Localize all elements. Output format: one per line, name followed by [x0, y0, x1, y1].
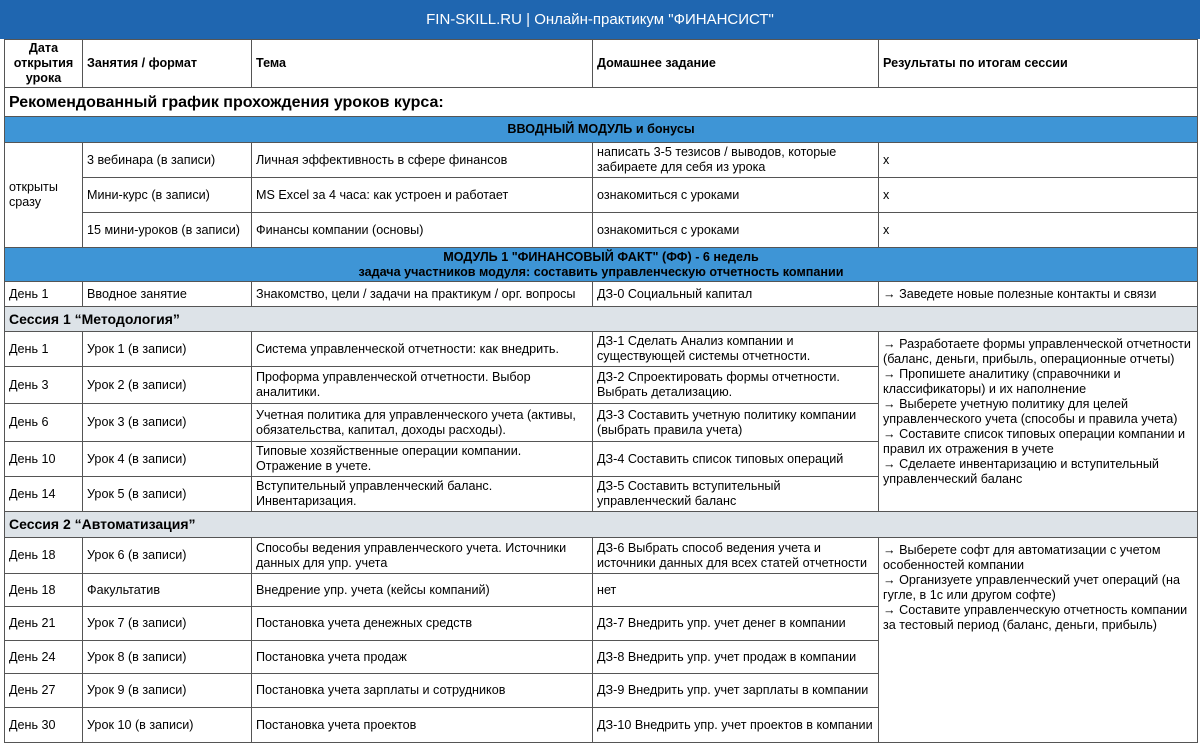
date-cell: День 10: [5, 442, 83, 477]
date-cell: День 1: [5, 332, 83, 367]
date-cell: День 3: [5, 367, 83, 404]
table-row: [5, 213, 1198, 248]
date-cell: День 14: [5, 477, 83, 512]
format-cell: Урок 8 (в записи): [83, 641, 252, 674]
date-cell: День 30: [5, 708, 83, 743]
topic-cell: Способы ведения управленческого учета. Источники данных для упр. учета: [252, 538, 593, 574]
intro-date: открыты сразу: [5, 143, 83, 248]
result-cell: x: [879, 213, 1198, 248]
homework-cell: ДЗ-8 Внедрить упр. учет продаж в компании: [593, 641, 879, 674]
session2-row: [5, 512, 1198, 538]
topic-cell: Финансы компании (основы): [252, 213, 593, 248]
result-cell: x: [879, 143, 1198, 178]
homework-cell: ДЗ-0 Социальный капитал: [593, 282, 879, 307]
session2-results: → Выберете софт для автоматизации с учетом особенностей компании → Организуете управленческий учет операций (на гугле, в 1с или другом софте) → Составите управленческую отчетность компании за тестовый период (баланс, деньги, прибыль): [879, 538, 1198, 743]
homework-cell: ДЗ-6 Выбрать способ ведения учета и источники данных для всех статей отчетности: [593, 538, 879, 574]
table-row: [5, 332, 1198, 367]
date-cell: День 1: [5, 282, 83, 307]
table-row: [5, 282, 1198, 307]
topic-cell: Вступительный управленческий баланс. Инвентаризация.: [252, 477, 593, 512]
date-cell: День 21: [5, 607, 83, 641]
header-date: Дата открытия урока: [5, 40, 83, 88]
result-cell: x: [879, 178, 1198, 213]
module1-row: [5, 248, 1198, 282]
homework-cell: ДЗ-2 Спроектировать формы отчетности. Выбрать детализацию.: [593, 367, 879, 404]
format-cell: Урок 9 (в записи): [83, 674, 252, 708]
page-title: FIN-SKILL.RU | Онлайн-практикум "ФИНАНСИСТ": [0, 0, 1200, 39]
topic-cell: Внедрение упр. учета (кейсы компаний): [252, 574, 593, 607]
header-format: Занятия / формат: [83, 40, 252, 88]
format-cell: 15 мини-уроков (в записи): [83, 213, 252, 248]
format-cell: Урок 3 (в записи): [83, 404, 252, 442]
intro-module-header: ВВОДНЫЙ МОДУЛЬ и бонусы: [5, 117, 1198, 143]
table-row: [5, 143, 1198, 178]
intro-module-row: [5, 117, 1198, 143]
header-results: Результаты по итогам сессии: [879, 40, 1198, 88]
homework-cell: ознакомиться с уроками: [593, 213, 879, 248]
homework-cell: ознакомиться с уроками: [593, 178, 879, 213]
topic-cell: Система управленческой отчетности: как внедрить.: [252, 332, 593, 367]
topic-cell: Постановка учета денежных средств: [252, 607, 593, 641]
homework-cell: ДЗ-5 Составить вступительный управленческий баланс: [593, 477, 879, 512]
topic-cell: Типовые хозяйственные операции компании. Отражение в учете.: [252, 442, 593, 477]
format-cell: Урок 2 (в записи): [83, 367, 252, 404]
table-row: [5, 178, 1198, 213]
session1-row: [5, 307, 1198, 332]
format-cell: Факультатив: [83, 574, 252, 607]
date-cell: День 27: [5, 674, 83, 708]
header-row: [5, 40, 1198, 88]
homework-cell: ДЗ-7 Внедрить упр. учет денег в компании: [593, 607, 879, 641]
homework-cell: ДЗ-1 Сделать Анализ компании и существующей системы отчетности.: [593, 332, 879, 367]
format-cell: Мини-курс (в записи): [83, 178, 252, 213]
session1-title: Сессия 1 “Методология”: [5, 307, 1198, 332]
module1-subtitle: задача участников модуля: составить управленческую отчетность компании: [358, 264, 844, 279]
date-cell: День 6: [5, 404, 83, 442]
format-cell: 3 вебинара (в записи): [83, 143, 252, 178]
topic-cell: Личная эффективность в сфере финансов: [252, 143, 593, 178]
header-homework: Домашнее задание: [593, 40, 879, 88]
format-cell: Урок 7 (в записи): [83, 607, 252, 641]
date-cell: День 24: [5, 641, 83, 674]
table-row: [5, 538, 1198, 574]
module1-title: МОДУЛЬ 1 "ФИНАНСОВЫЙ ФАКТ" (ФФ) - 6 недель: [443, 249, 759, 264]
session1-results: → Разработаете формы управленческой отчетности (баланс, деньги, прибыль, операционные отчеты) → Пропишете аналитику (справочники и классификаторы) и их наполнение → Выберете учетную политику для целей управленческого учета (способы и правила учета) → Составите список типовых операции компании и правил их отражения в учете → Сделаете инвентаризацию и вступительный управленческий баланс: [879, 332, 1198, 512]
schedule-title: Рекомендованный график прохождения уроков курса:: [5, 88, 1198, 117]
format-cell: Урок 5 (в записи): [83, 477, 252, 512]
header-topic: Тема: [252, 40, 593, 88]
schedule-table: [4, 39, 1198, 743]
topic-cell: Знакомство, цели / задачи на практикум / орг. вопросы: [252, 282, 593, 307]
homework-cell: ДЗ-9 Внедрить упр. учет зарплаты в компании: [593, 674, 879, 708]
result-cell: → Заведете новые полезные контакты и связи: [879, 282, 1198, 307]
module1-header: [5, 248, 1198, 282]
format-cell: Урок 6 (в записи): [83, 538, 252, 574]
format-cell: Урок 10 (в записи): [83, 708, 252, 743]
date-cell: День 18: [5, 538, 83, 574]
format-cell: Урок 1 (в записи): [83, 332, 252, 367]
format-cell: Вводное занятие: [83, 282, 252, 307]
schedule-title-row: [5, 88, 1198, 117]
homework-cell: ДЗ-4 Составить список типовых операций: [593, 442, 879, 477]
topic-cell: Постановка учета зарплаты и сотрудников: [252, 674, 593, 708]
homework-cell: нет: [593, 574, 879, 607]
topic-cell: Учетная политика для управленческого учета (активы, обязательства, капитал, доходы расходы).: [252, 404, 593, 442]
date-cell: День 18: [5, 574, 83, 607]
format-cell: Урок 4 (в записи): [83, 442, 252, 477]
session2-title: Сессия 2 “Автоматизация”: [5, 512, 1198, 538]
topic-cell: Постановка учета продаж: [252, 641, 593, 674]
topic-cell: Проформа управленческой отчетности. Выбор аналитики.: [252, 367, 593, 404]
homework-cell: ДЗ-10 Внедрить упр. учет проектов в компании: [593, 708, 879, 743]
homework-cell: ДЗ-3 Составить учетную политику компании (выбрать правила учета): [593, 404, 879, 442]
homework-cell: написать 3-5 тезисов / выводов, которые забираете для себя из урока: [593, 143, 879, 178]
topic-cell: MS Excel за 4 часа: как устроен и работает: [252, 178, 593, 213]
topic-cell: Постановка учета проектов: [252, 708, 593, 743]
